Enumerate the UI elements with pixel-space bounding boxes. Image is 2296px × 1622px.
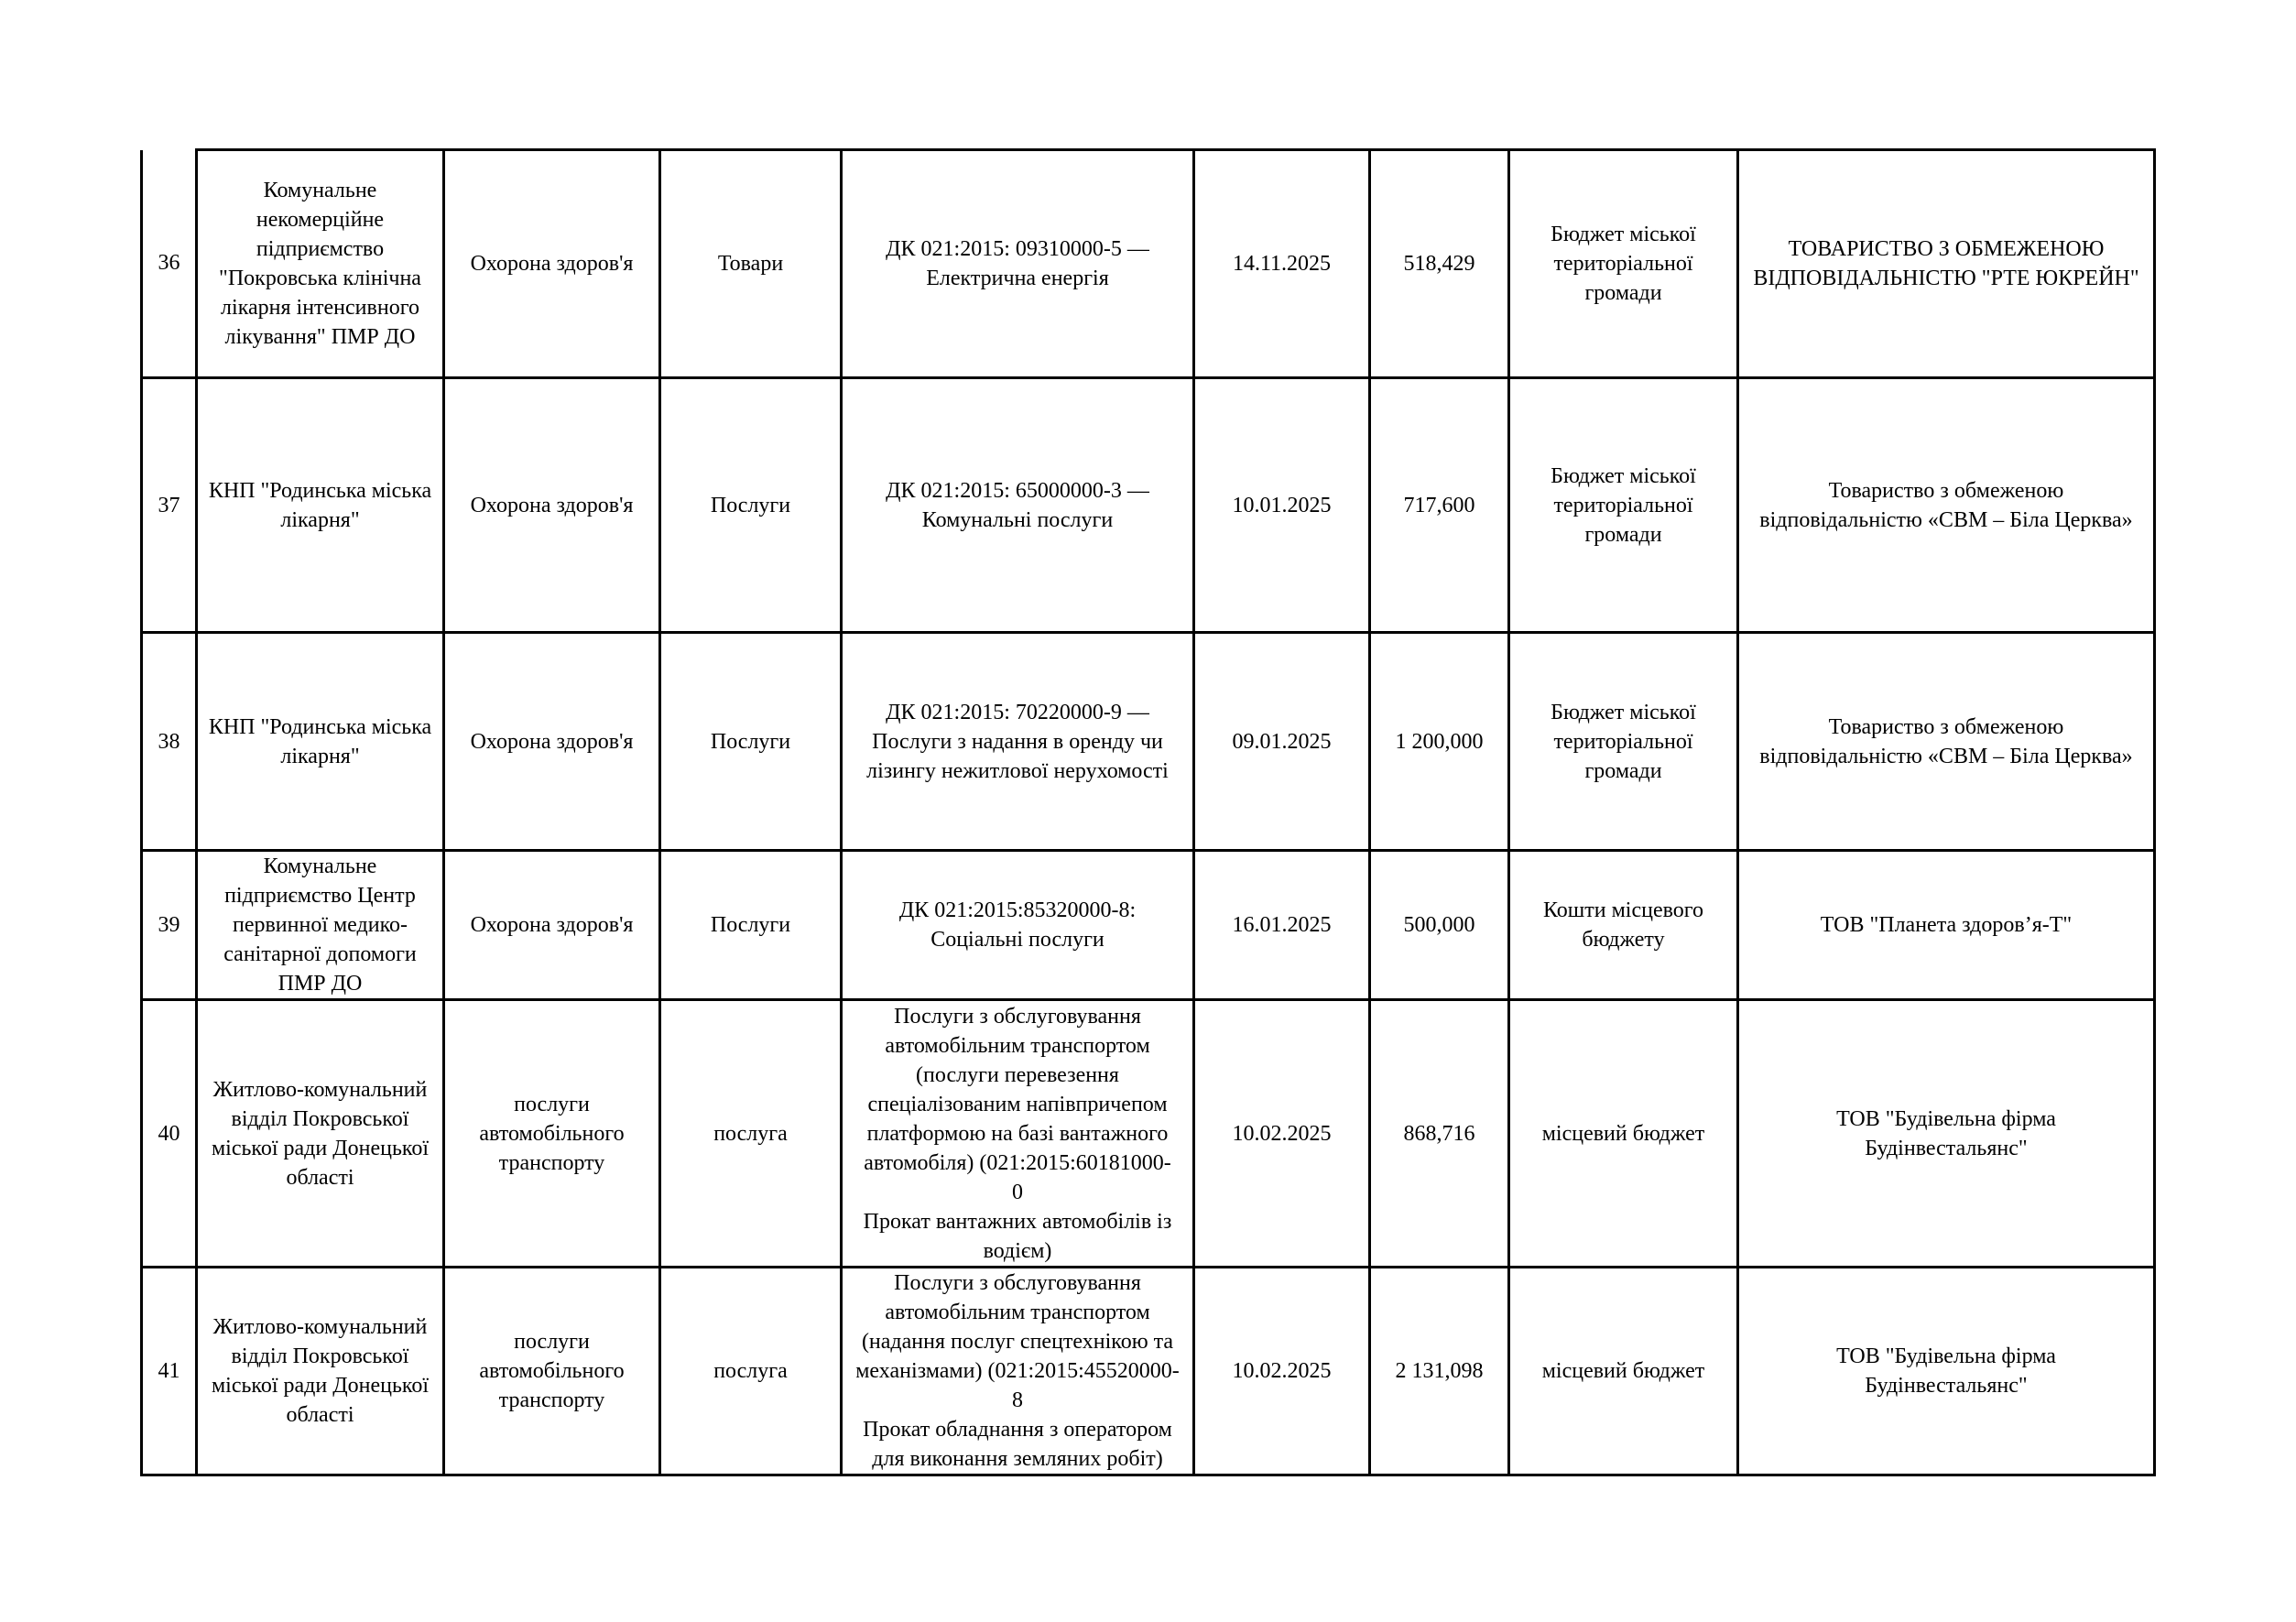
row-number: 39 [142, 851, 197, 1000]
table-row [142, 1268, 2155, 1475]
date-cell: 10.02.2025 [1194, 1268, 1370, 1475]
sector-cell: Охорона здоров'я [444, 633, 660, 851]
supplier-cell: Товариство з обмеженою відповідальністю «СВМ – Біла Церква» [1738, 633, 2155, 851]
funding-source-cell: Бюджет міської територіальної громади [1509, 633, 1738, 851]
customer-cell: Комунальне підприємство Центр первинної медико- санітарної допомоги ПМР ДО [197, 851, 444, 1000]
amount-cell: 2 131,098 [1370, 1268, 1509, 1475]
table-row [142, 150, 2155, 378]
sector-cell: Охорона здоров'я [444, 378, 660, 633]
subject-cell: ДК 021:2015:85320000-8: Соціальні послуги [842, 851, 1194, 1000]
funding-source-cell: Бюджет міської територіальної громади [1509, 378, 1738, 633]
row-number: 36 [142, 150, 197, 378]
sector-cell: Охорона здоров'я [444, 851, 660, 1000]
type-cell: Послуги [660, 633, 842, 851]
customer-cell: КНП "Родинська міська лікарня" [197, 633, 444, 851]
row-number: 41 [142, 1268, 197, 1475]
sector-cell: послуги автомобільного транспорту [444, 1000, 660, 1268]
date-cell: 10.01.2025 [1194, 378, 1370, 633]
amount-cell: 1 200,000 [1370, 633, 1509, 851]
funding-source-cell: Кошти місцевого бюджету [1509, 851, 1738, 1000]
customer-cell: Комунальне некомерційне підприємство "Покровська клінічна лікарня інтенсивного лікування" ПМР ДО [197, 150, 444, 378]
funding-source-cell: місцевий бюджет [1509, 1000, 1738, 1268]
subject-cell: Послуги з обслуговування автомобільним транспортом (надання послуг спецтехнікою та механізмами) (021:2015:45520000- 8 Прокат обладнання з оператором для виконання земляних робіт) [842, 1268, 1194, 1475]
funding-source-cell: місцевий бюджет [1509, 1268, 1738, 1475]
supplier-cell: ТОВ "Будівельна фірма Будінвестальянс" [1738, 1000, 2155, 1268]
amount-cell: 868,716 [1370, 1000, 1509, 1268]
procurement-table [140, 148, 2156, 1476]
row-number: 38 [142, 633, 197, 851]
subject-cell: Послуги з обслуговування автомобільним транспортом (послуги перевезення спеціалізованим напівпричепом платформою на базі вантажного автомобіля) (021:2015:60181000- 0 Прокат вантажних автомобілів із водієм) [842, 1000, 1194, 1268]
subject-cell: ДК 021:2015: 65000000-3 — Комунальні послуги [842, 378, 1194, 633]
table-row [142, 851, 2155, 1000]
date-cell: 09.01.2025 [1194, 633, 1370, 851]
supplier-cell: ТОВАРИСТВО З ОБМЕЖЕНОЮ ВІДПОВІДАЛЬНІСТЮ "РТЕ ЮКРЕЙН" [1738, 150, 2155, 378]
table-row [142, 633, 2155, 851]
type-cell: Послуги [660, 378, 842, 633]
table-row [142, 1000, 2155, 1268]
amount-cell: 717,600 [1370, 378, 1509, 633]
date-cell: 14.11.2025 [1194, 150, 1370, 378]
type-cell: послуга [660, 1268, 842, 1475]
customer-cell: Житлово-комунальний відділ Покровської міської ради Донецької області [197, 1268, 444, 1475]
row-number: 40 [142, 1000, 197, 1268]
sector-cell: Охорона здоров'я [444, 150, 660, 378]
customer-cell: КНП "Родинська міська лікарня" [197, 378, 444, 633]
amount-cell: 500,000 [1370, 851, 1509, 1000]
supplier-cell: ТОВ "Будівельна фірма Будінвестальянс" [1738, 1268, 2155, 1475]
row-number: 37 [142, 378, 197, 633]
sector-cell: послуги автомобільного транспорту [444, 1268, 660, 1475]
table-row [142, 378, 2155, 633]
supplier-cell: Товариство з обмеженою відповідальністю «СВМ – Біла Церква» [1738, 378, 2155, 633]
subject-cell: ДК 021:2015: 70220000-9 — Послуги з надання в оренду чи лізингу нежитлової нерухомості [842, 633, 1194, 851]
subject-cell: ДК 021:2015: 09310000-5 — Електрична енергія [842, 150, 1194, 378]
type-cell: Товари [660, 150, 842, 378]
customer-cell: Житлово-комунальний відділ Покровської міської ради Донецької області [197, 1000, 444, 1268]
date-cell: 10.02.2025 [1194, 1000, 1370, 1268]
amount-cell: 518,429 [1370, 150, 1509, 378]
date-cell: 16.01.2025 [1194, 851, 1370, 1000]
funding-source-cell: Бюджет міської територіальної громади [1509, 150, 1738, 378]
type-cell: Послуги [660, 851, 842, 1000]
type-cell: послуга [660, 1000, 842, 1268]
supplier-cell: ТОВ "Планета здоров’я-Т" [1738, 851, 2155, 1000]
